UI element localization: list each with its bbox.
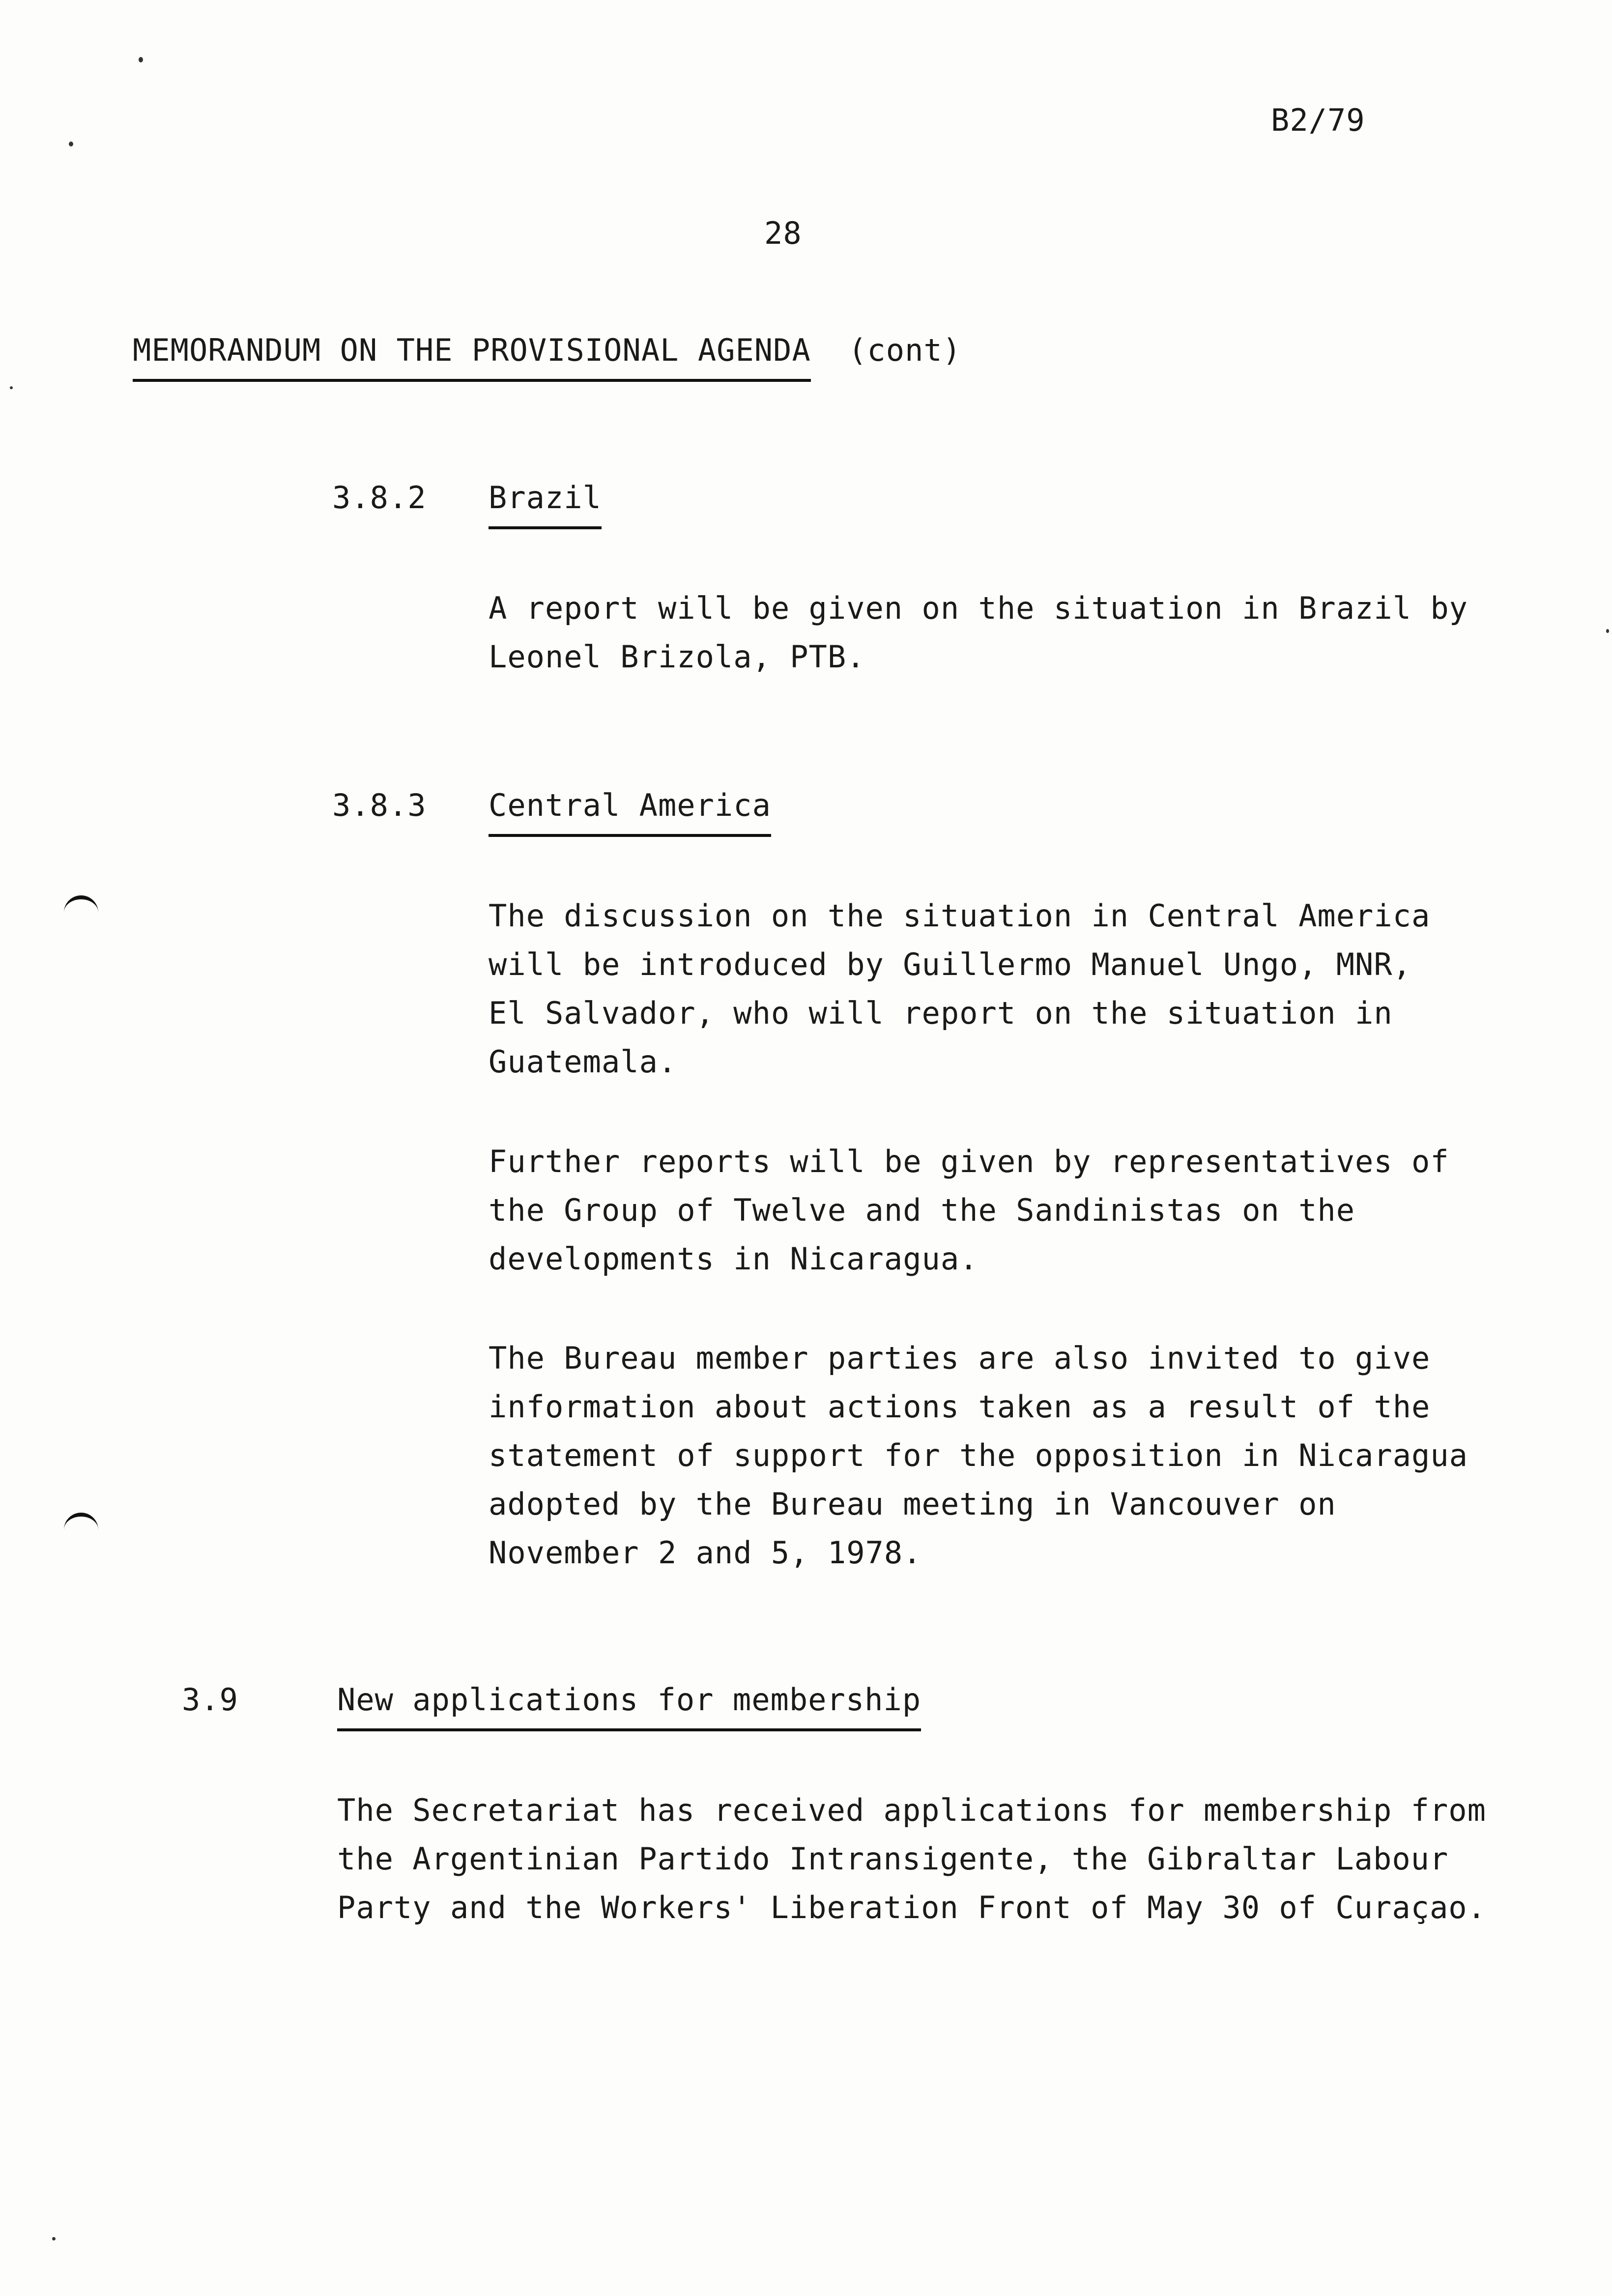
page-title-main: MEMORANDUM ON THE PROVISIONAL AGENDA [133, 332, 811, 382]
page-number: 28 [764, 215, 802, 251]
section-number: 3.9 [182, 1682, 238, 1718]
section-paragraph: The Secretariat has received applications for membership from the Argentinian Partido Intransigente, the Gibraltar Labour Party and the Workers' Liberation Front of May 30 of Curaçao. [337, 1792, 1486, 1925]
punch-hole-mark-lower [64, 1513, 98, 1536]
section-number: 3.8.2 [332, 480, 427, 516]
page-title-suffix: (cont) [848, 332, 962, 368]
scan-speck [1606, 629, 1609, 633]
section-heading: Central America [489, 790, 771, 821]
section-paragraph: A report will be given on the situation in Brazil by Leonel Brizola, PTB. [489, 590, 1468, 675]
scan-speck [69, 142, 73, 146]
section-number: 3.8.3 [332, 787, 427, 823]
scan-speck [139, 57, 143, 62]
section-heading: Brazil [489, 483, 602, 513]
scan-speck [10, 386, 13, 389]
document-reference: B2/79 [1271, 102, 1365, 138]
section-paragraph: The discussion on the situation in Central America will be introduced by Guillermo Manuel Ungo, MNR, El Salvador, who will report on the situation in Guatemala. [489, 898, 1431, 1080]
scan-speck [52, 2237, 56, 2240]
section-paragraph: The Bureau member parties are also invited to give information about actions taken as a result of the statement of support for the opposition in Nicaragua adopted by the Bureau meeting in Vancouver on November 2 and 5, 1978. [489, 1340, 1468, 1571]
page-title [133, 332, 962, 368]
section-paragraph: Further reports will be given by representatives of the Group of Twelve and the Sandinistas on the developments in Nicaragua. [489, 1144, 1449, 1277]
section-heading: New applications for membership [337, 1685, 921, 1715]
punch-hole-mark-upper [64, 895, 98, 919]
